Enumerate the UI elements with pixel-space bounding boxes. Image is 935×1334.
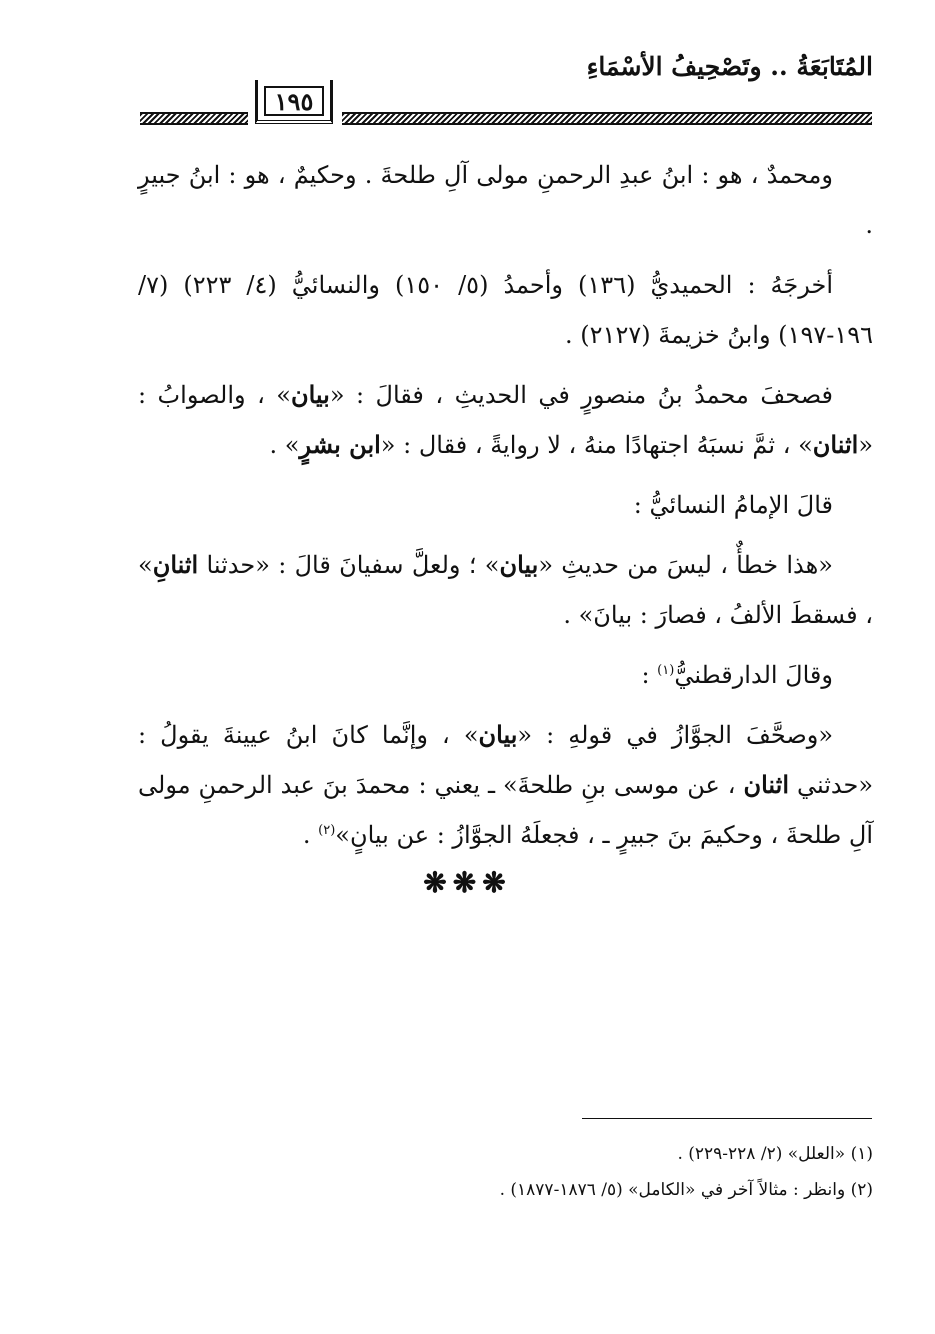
text-run: قالَ الإمامُ النسائيُّ : [633, 491, 833, 519]
text-run: » ؛ ولعلَّ سفيانَ قالَ : «حدثنا [198, 551, 500, 579]
footnotes [138, 1136, 873, 1208]
section-separator: ❋❋❋ [423, 866, 512, 899]
text-run: «وصحَّفَ الجوَّازُ في قولهِ : « [517, 721, 834, 749]
text-run: أخرجَهُ : الحميديُّ (١٣٦) وأحمدُ (٥/ ١٥٠) والنسائيُّ (٤/ ٢٢٣) (٧/ ١٩٦-١٩٧) وابنُ خزيمةَ (٢١٢٧) . [138, 271, 873, 349]
header-rule-left [140, 112, 248, 125]
emphasized-text: اثنان [743, 770, 789, 799]
running-title: المُتَابَعَةُ .. وتَصْحِيفُ الأسْمَاءِ [586, 52, 873, 81]
text-run: » ، فسقطَ الألفُ ، فصارَ : بيانَ» . [138, 551, 873, 629]
paragraph [138, 710, 873, 860]
emphasized-text: بيان [499, 550, 539, 579]
footnote-ref: (١) [657, 663, 675, 678]
emphasized-text: ابن بشرٍ [299, 430, 381, 459]
paragraph [138, 650, 873, 700]
main-text [138, 150, 873, 870]
text-run: » ، ثمَّ نسبَهُ اجتهادًا منهُ ، لا روايةً ، فقال : « [380, 431, 813, 459]
paragraph [138, 150, 873, 250]
paragraph [138, 540, 873, 640]
footnote-ref: (٢) [318, 823, 336, 838]
paragraph [138, 480, 873, 530]
text-run: وقالَ الدارقطنيُّ [674, 661, 833, 689]
page-number: ١٩٥ [264, 86, 324, 116]
text-run: ومحمدٌ ، هو : ابنُ عبدِ الرحمنِ مولى آلِ طلحةَ . وحكيمٌ ، هو : ابنُ جبيرٍ . [138, 161, 873, 239]
paragraph [138, 370, 873, 470]
emphasized-text: اثنانِ [152, 550, 199, 579]
footnote-divider [582, 1118, 872, 1119]
text-run: : [641, 661, 658, 689]
text-run: » ، وإنَّما كانَ ابنُ عيينةَ يقولُ : «حدثني [138, 721, 873, 799]
emphasized-text: بيان [478, 720, 518, 749]
text-run: . [302, 821, 319, 849]
emphasized-text: اثنان [812, 430, 859, 459]
text-run: ، عن موسى بنِ طلحةَ» ـ يعني : محمدَ بنَ عبد الرحمنِ مولى آلِ طلحةَ ، وحكيمَ بنَ جبيرٍ ـ ، فجعلَهُ الجوَّازُ : عن بيانٍ» [138, 771, 873, 849]
footnote-1: (١) «العلل» (٢/ ٢٢٨-٢٢٩) . [677, 1144, 873, 1164]
emphasized-text: بيان [290, 380, 330, 409]
text-run: » ، والصوابُ : « [138, 381, 873, 459]
text-run: » . [269, 431, 300, 459]
header-rule-right [342, 112, 872, 125]
paragraph [138, 260, 873, 360]
footnote-2: (٢) وانظر : مثالاً آخر في «الكامل» (٥/ ١٨٧٦-١٨٧٧) . [499, 1180, 873, 1200]
text-run: «هذا خطأٌ ، ليسَ من حديثِ « [538, 551, 833, 579]
page-number-frame [255, 80, 333, 124]
text-run: فصحفَ محمدُ بنُ منصورٍ في الحديثِ ، فقالَ : « [329, 381, 833, 409]
